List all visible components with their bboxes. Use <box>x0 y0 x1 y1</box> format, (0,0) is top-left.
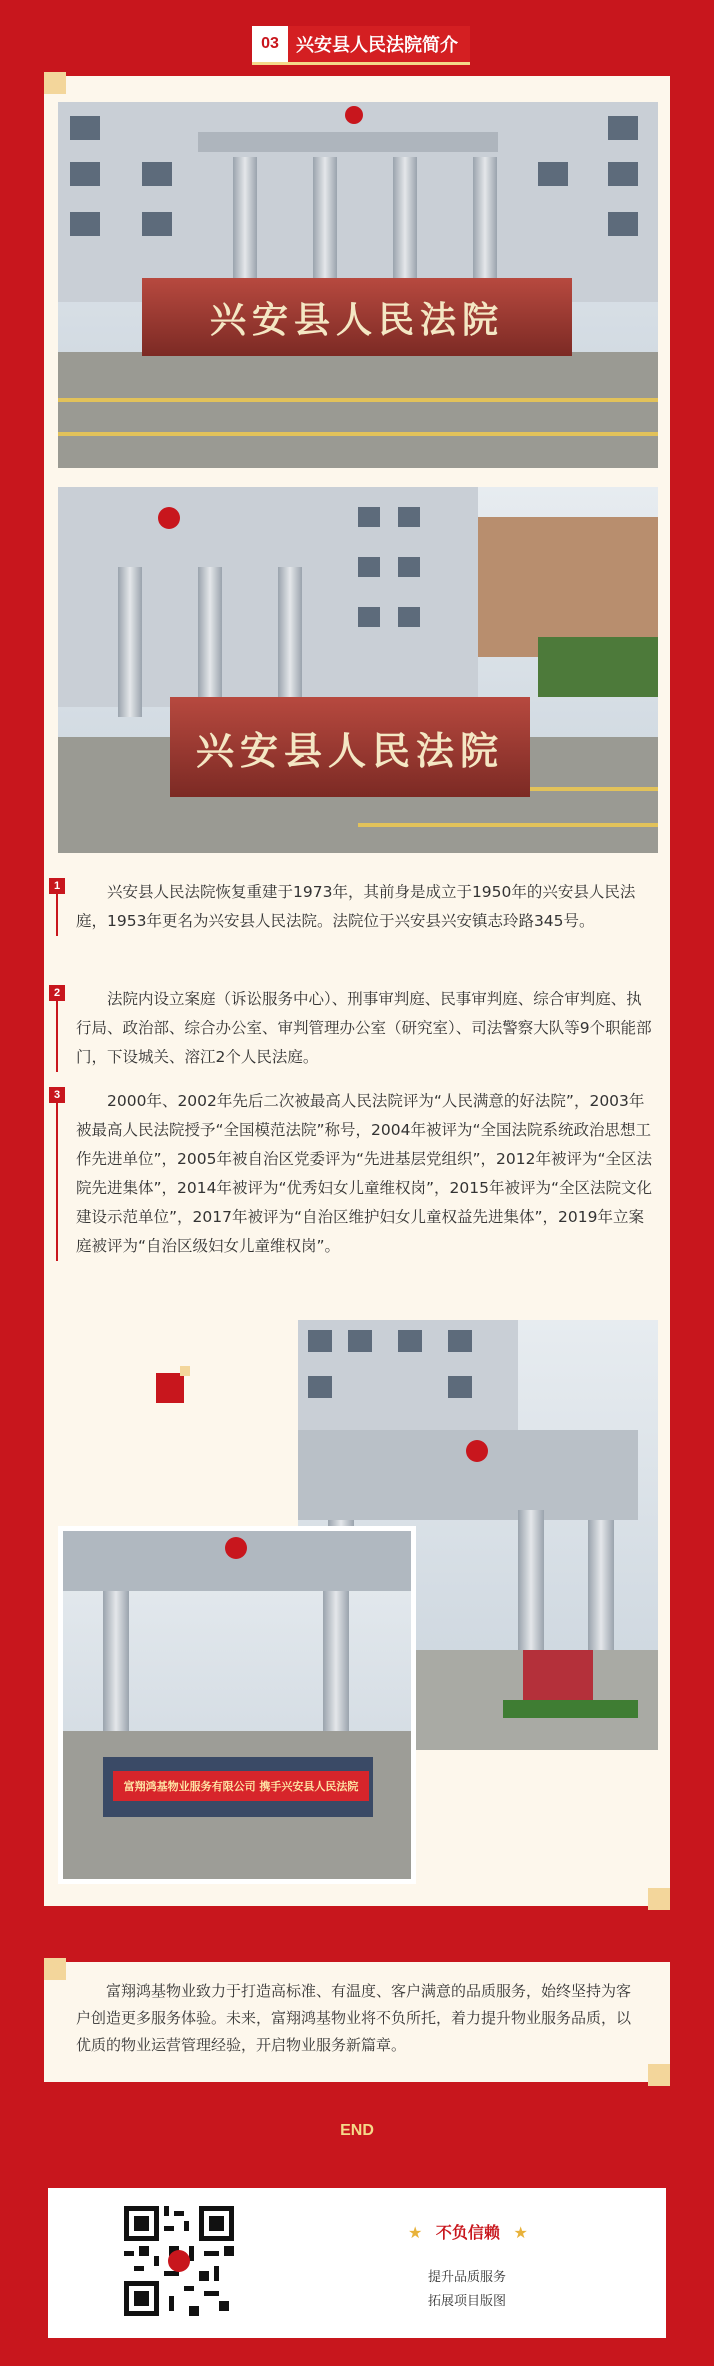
paragraph-text: 2000年、2002年先后二次被最高人民法院评为“人民满意的好法院”，2003年被最高人民法院授予“全国模范法院”称号，2004年被评为“全国法院系统政治思想工作先进单位”，2005年被自治区党委评为“先进基层党组织”，2012年被评为“全区法院先进集体”，2014年被评为“优秀妇女儿童维权岗”，2015年被评为“全区法院文化建设示范单位”，2017年被评为“自治区维护妇女儿童权益先进集体”，2019年立案庭被评为“自治区级妇女儿童维权岗”。 <box>76 1092 653 1255</box>
closing-block <box>44 1962 670 2082</box>
court-emblem-icon <box>345 106 363 124</box>
corner-decoration <box>44 1958 66 1980</box>
corner-decoration <box>648 2064 670 2086</box>
group-photo[interactable] <box>63 1531 411 1879</box>
court-sign: 兴安县人民法院 <box>142 278 572 356</box>
court-photo-2[interactable] <box>58 487 658 853</box>
corner-decoration <box>648 1888 670 1910</box>
decorative-square <box>156 1373 184 1403</box>
closing-text: 富翔鸿基物业致力于打造高标准、有温度、客户满意的品质服务，始终坚持为客户创造更多服务体验。未来，富翔鸿基物业将不负所托，着力提升物业服务品质，以优质的物业运营管理经验，开启物业服务新篇章。 <box>76 1982 632 2054</box>
star-icon: ★ <box>408 2223 423 2242</box>
star-icon: ★ <box>513 2223 528 2242</box>
footer-line-2: 拓展项目版图 <box>428 2294 507 2309</box>
group-banner: 富翔鸿基物业服务有限公司 携手兴安县人民法院 <box>113 1771 369 1801</box>
court-emblem-icon <box>225 1537 247 1559</box>
decorative-square <box>180 1366 190 1376</box>
section-title: 兴安县人民法院简介 <box>296 35 458 56</box>
paragraph-text: 兴安县人民法院恢复重建于1973年，其前身是成立于1950年的兴安县人民法庭，1953年更名为兴安县人民法院。法院位于兴安县兴安镇志玲路345号。 <box>76 883 636 930</box>
corner-decoration <box>44 72 66 94</box>
court-sign: 兴安县人民法院 <box>170 697 530 797</box>
qr-code-icon[interactable] <box>124 2206 234 2316</box>
footer-card <box>48 2188 666 2338</box>
footer-title <box>408 2220 528 2243</box>
intro-paragraph-1 <box>53 878 654 936</box>
footer-title-text: 不负信赖 <box>435 2223 500 2242</box>
paragraph-number: 3 <box>49 1087 65 1103</box>
paragraph-number: 2 <box>49 985 65 1001</box>
section-number: 03 <box>252 26 288 62</box>
end-label: END <box>340 2122 374 2139</box>
footer-line-1: 提升品质服务 <box>428 2270 507 2285</box>
court-photo-1[interactable] <box>58 102 658 468</box>
section-header <box>252 26 470 65</box>
intro-paragraph-2 <box>53 985 654 1072</box>
court-emblem-icon <box>158 507 180 529</box>
paragraph-text: 法院内设立案庭（诉讼服务中心）、刑事审判庭、民事审判庭、综合审判庭、执行局、政治部、综合办公室、审判管理办公室（研究室）、司法警察大队等9个职能部门，下设城关、溶江2个人民法庭。 <box>76 990 652 1066</box>
paragraph-number: 1 <box>49 878 65 894</box>
court-emblem-icon <box>466 1440 488 1462</box>
intro-paragraph-3 <box>53 1087 654 1261</box>
